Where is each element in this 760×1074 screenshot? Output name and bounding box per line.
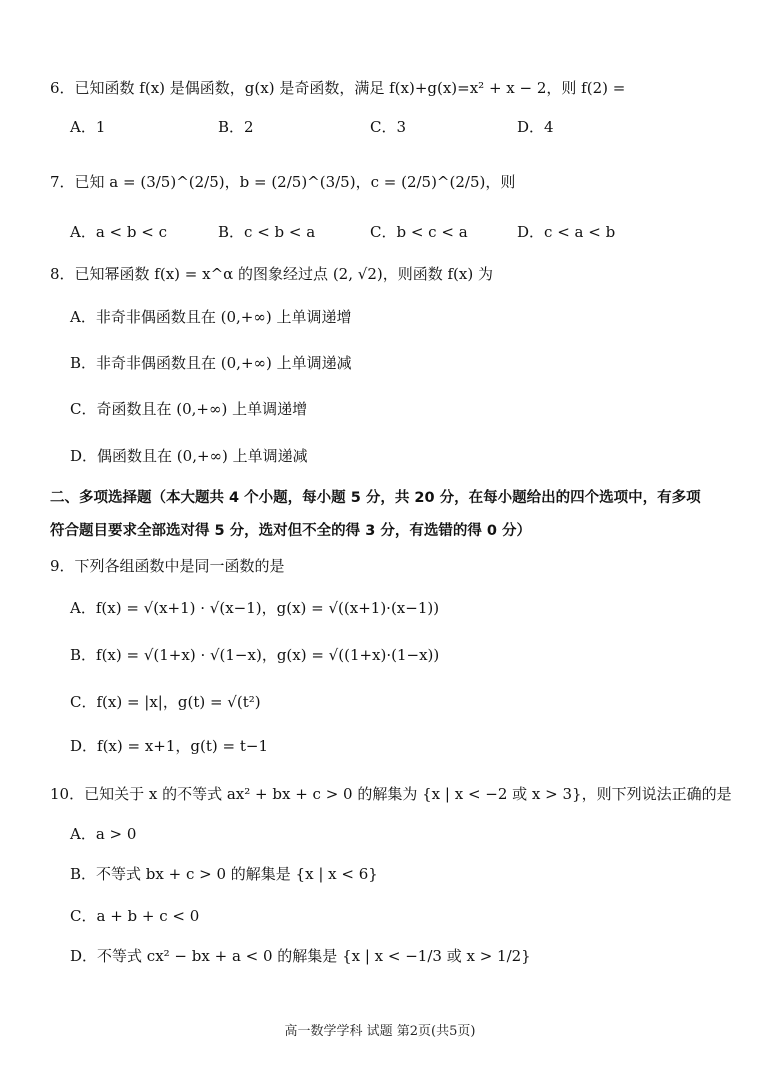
q9-option-d: D．f(x) = x+1，g(t) = t−1 (70, 737, 268, 755)
q10-stem: 10．已知关于 x 的不等式 ax² + bx + c > 0 的解集为 {x | x < −2 或 x > 3}，则下列说法正确的是 (50, 785, 732, 803)
q6-option-a: A．1 (70, 118, 106, 136)
q6-option-c: C．3 (370, 118, 407, 136)
page-footer: 高一数学学科 试题 第2页(共5页) (284, 1024, 476, 1039)
q7-option-a: A．a < b < c (70, 223, 167, 241)
q6-option-b: B．2 (218, 118, 254, 136)
q8-option-c: C．奇函数且在 (0,+∞) 上单调递增 (70, 400, 308, 418)
q8-option-a: A．非奇非偶函数且在 (0,+∞) 上单调递增 (70, 308, 352, 326)
q7-option-d: D．c < a < b (517, 223, 616, 241)
q9-option-c: C．f(x) = |x|，g(t) = √(t²) (70, 693, 261, 711)
q10-option-d: D．不等式 cx² − bx + a < 0 的解集是 {x | x < −1/3 或 x > 1/2} (70, 947, 531, 965)
q9-option-b: B．f(x) = √(1+x) · √(1−x)，g(x) = √((1+x)·(1−x)) (70, 646, 440, 664)
section2-header-line1: 二、多项选择题（本大题共 4 个小题，每小题 5 分，共 20 分，在每小题给出的四个选项中，有多项 (50, 490, 701, 506)
section2-header-line2: 符合题目要求全部选对得 5 分，选对但不全的得 3 分，有选错的得 0 分） (50, 523, 532, 539)
q8-option-b: B．非奇非偶函数且在 (0,+∞) 上单调递减 (70, 354, 352, 372)
q8-stem: 8．已知幂函数 f(x) = x^α 的图象经过点 (2, √2)，则函数 f(x) 为 (50, 265, 493, 283)
q10-option-c: C．a + b + c < 0 (70, 907, 200, 925)
q7-option-c: C．b < c < a (370, 223, 468, 241)
q8-option-d: D．偶函数且在 (0,+∞) 上单调递减 (70, 447, 308, 465)
q10-option-b: B．不等式 bx + c > 0 的解集是 {x | x < 6} (70, 865, 378, 883)
q9-stem: 9．下列各组函数中是同一函数的是 (50, 557, 285, 575)
q7-stem: 7．已知 a = (3/5)^(2/5)，b = (2/5)^(3/5)，c = (2/5)^(2/5)，则 (50, 173, 516, 191)
q9-option-a: A．f(x) = √(x+1) · √(x−1)，g(x) = √((x+1)·(x−1)) (70, 599, 440, 617)
q7-option-b: B．c < b < a (218, 223, 316, 241)
q10-option-a: A．a > 0 (70, 825, 137, 843)
q6-stem: 6．已知函数 f(x) 是偶函数，g(x) 是奇函数，满足 f(x)+g(x)=x² + x − 2，则 f(2) = (50, 79, 626, 97)
q6-option-d: D．4 (517, 118, 554, 136)
